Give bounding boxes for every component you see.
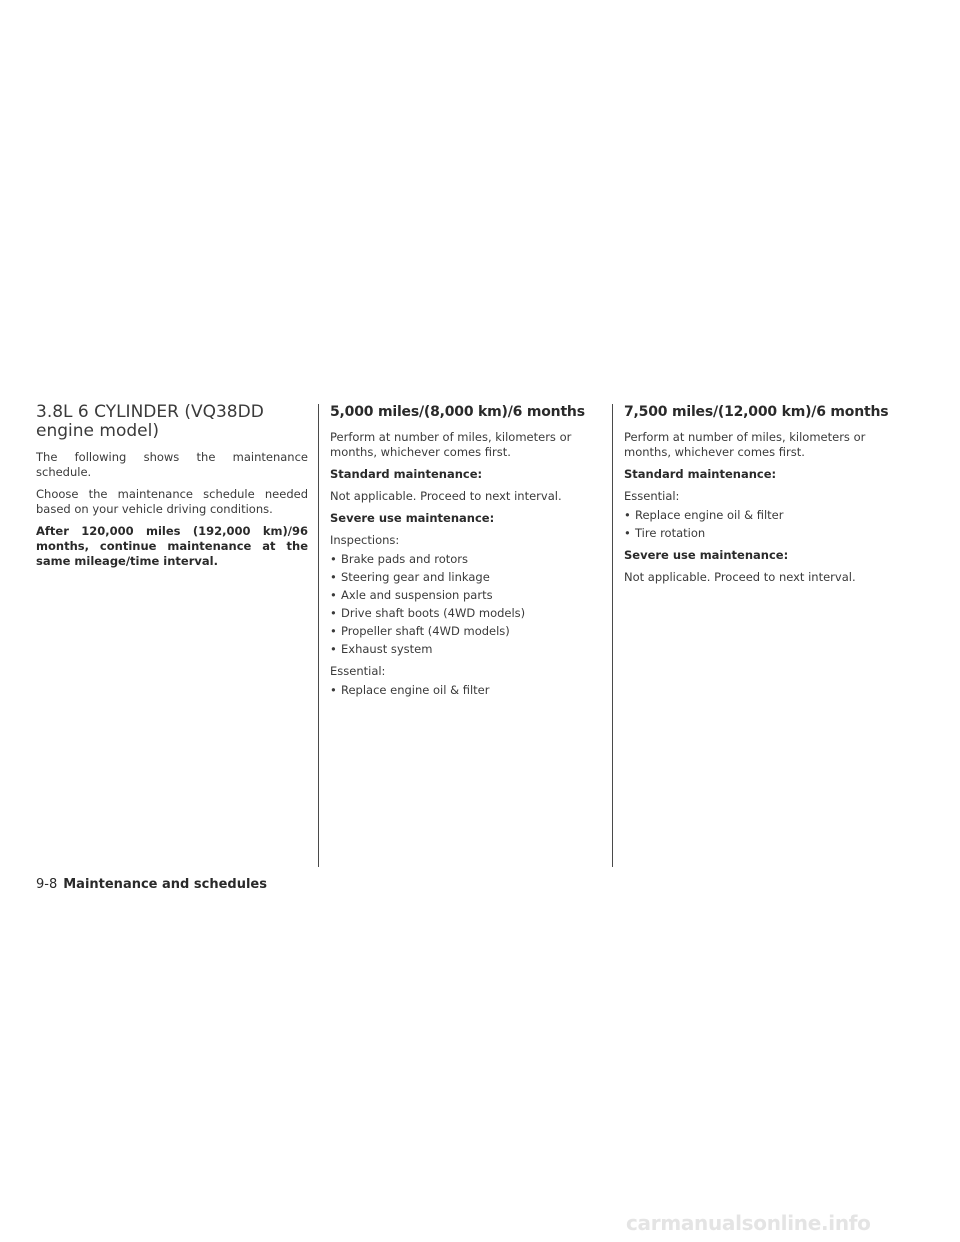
bullet-icon: • [330,570,337,584]
bullet-icon: • [330,552,337,566]
interval-title: 5,000 miles/(8,000 km)/6 months [330,404,585,420]
inspections-label: Inspections: [330,533,400,547]
bullet-icon: • [624,526,631,540]
bullet-icon: • [330,624,337,638]
interval-intro: Perform at number of miles, kilometers or months, whichever comes first. [624,430,866,459]
essential-list [624,508,914,541]
list-item: • Exhaust system [330,642,433,656]
standard-label: Standard maintenance: [330,467,483,481]
list-item: • Propeller shaft (4WD models) [330,624,510,638]
watermark: carmanualsonline.info [626,1211,871,1235]
standard-label: Standard maintenance: [624,467,777,481]
list-item: • Tire rotation [624,526,706,540]
list-item: • Axle and suspension parts [330,588,493,602]
severe-label: Severe use maintenance: [624,548,789,562]
bullet-icon: • [624,508,631,522]
standard-text: Not applicable. Proceed to next interval. [330,489,562,503]
essential-list [330,683,608,698]
interval-7500-column [624,403,914,592]
essential-label: Essential: [624,489,680,503]
bullet-icon: • [330,683,337,697]
column-divider [318,404,319,867]
list-item: • Brake pads and rotors [330,552,469,566]
list-item: • Drive shaft boots (4WD models) [330,606,526,620]
page-footer [36,877,267,892]
interval-5000-column [330,403,608,701]
list-item: • Steering gear and linkage [330,570,490,584]
chapter-title: Maintenance and schedules [63,877,267,892]
interval-title: 7,500 miles/(12,000 km)/6 months [624,404,889,420]
choose-paragraph: Choose the maintenance schedule needed based on your vehicle driving conditions. [36,487,308,516]
bullet-icon: • [330,606,337,620]
severe-label: Severe use maintenance: [330,511,495,525]
section-title: 3.8L 6 CYLINDER (VQ38DD engine model) [36,402,264,441]
bullet-icon: • [330,588,337,602]
intro-paragraph: The following shows the maintenance schedule. [36,450,308,479]
bullet-icon: • [330,642,337,656]
page-number: 9-8 [36,877,58,892]
inspections-list [330,552,608,657]
intro-column [36,403,308,576]
list-item: • Replace engine oil & filter [624,508,784,522]
interval-intro: Perform at number of miles, kilometers or months, whichever comes first. [330,430,572,459]
column-divider [612,404,613,867]
severe-text: Not applicable. Proceed to next interval. [624,570,856,584]
list-item: • Replace engine oil & filter [330,683,490,697]
after-interval-note: After 120,000 miles (192,000 km)/96 months, continue maintenance at the same mileage/time interval. [36,524,308,568]
essential-label: Essential: [330,664,386,678]
